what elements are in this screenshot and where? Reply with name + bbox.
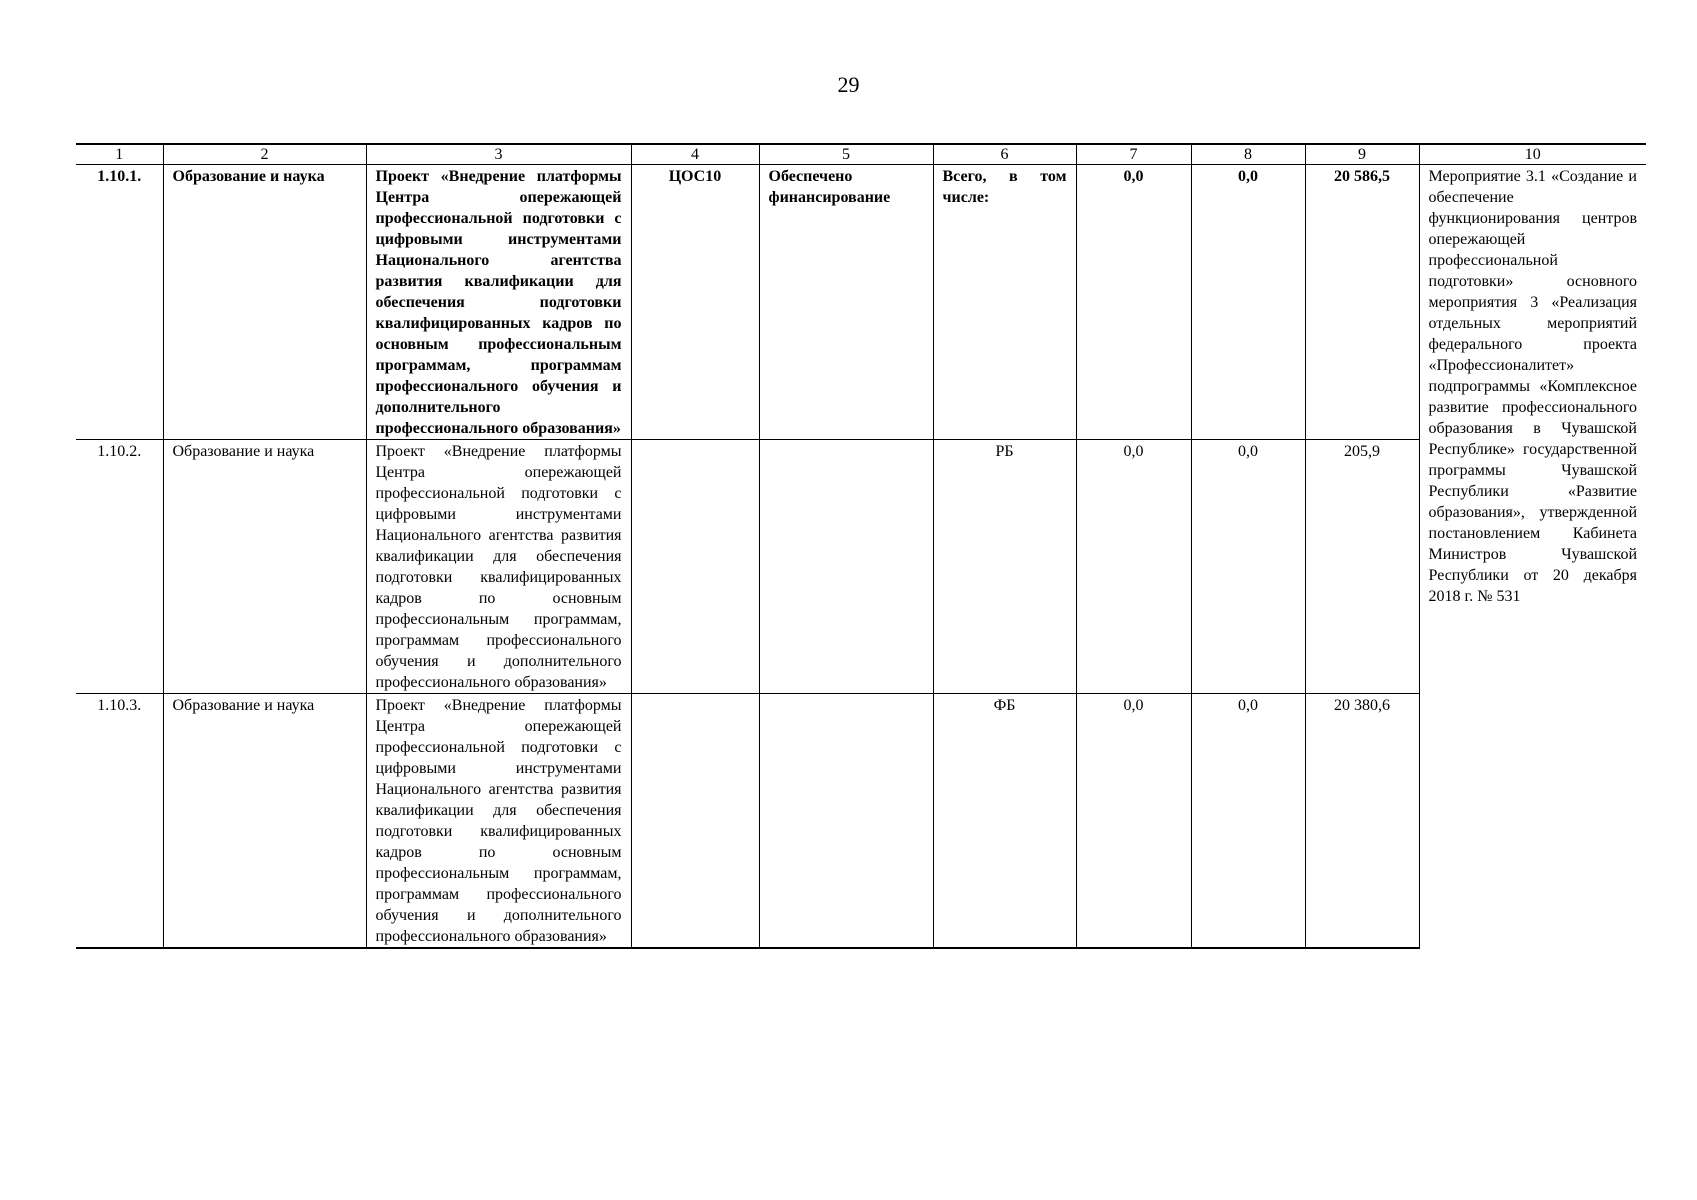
project-cell: Проект «Внедрение платформы Центра опережающей профессиональной подготовки с цифровыми инструментами Национального агентства развития квалификации для обеспечения подготовки квалифицированных кадров по основным профессиональным программам, программам профессионального обучения и дополнительного профессионального образования»: [366, 165, 631, 440]
status-cell: [759, 694, 933, 949]
code-cell: [631, 694, 759, 949]
column-header: 5: [759, 144, 933, 165]
table-row: [76, 165, 1646, 440]
column-header: 7: [1076, 144, 1191, 165]
column-header: 6: [933, 144, 1076, 165]
value-col9-cell: 205,9: [1305, 440, 1419, 694]
value-col9-cell: 20 586,5: [1305, 165, 1419, 440]
program-table: [76, 143, 1646, 949]
page-number: 29: [837, 72, 860, 97]
column-header: 9: [1305, 144, 1419, 165]
table-row: [76, 440, 1646, 694]
value-col7-cell: 0,0: [1076, 440, 1191, 694]
row-number: 1.10.1.: [76, 165, 163, 440]
value-col7-cell: 0,0: [1076, 694, 1191, 949]
row-number: 1.10.2.: [76, 440, 163, 694]
status-cell: Обеспечено финансирование: [759, 165, 933, 440]
column-header: 4: [631, 144, 759, 165]
sphere-cell: Образование и наука: [163, 694, 366, 949]
row-number: 1.10.3.: [76, 694, 163, 949]
value-col8-cell: 0,0: [1191, 694, 1305, 949]
column-header: 2: [163, 144, 366, 165]
value-col9-cell: 20 380,6: [1305, 694, 1419, 949]
status-cell: [759, 440, 933, 694]
funding-source-cell: РБ: [933, 440, 1076, 694]
funding-source-cell: ФБ: [933, 694, 1076, 949]
value-col8-cell: 0,0: [1191, 165, 1305, 440]
column-number-row: [76, 144, 1646, 165]
column-header: 3: [366, 144, 631, 165]
project-cell: Проект «Внедрение платформы Центра опережающей профессиональной подготовки с цифровыми инструментами Национального агентства развития квалификации для обеспечения подготовки квалифицированных кадров по основным профессиональным программам, программам профессионального обучения и дополнительного профессионального образования»: [366, 694, 631, 949]
sphere-cell: Образование и наука: [163, 165, 366, 440]
sphere-cell: Образование и наука: [163, 440, 366, 694]
column-header: 8: [1191, 144, 1305, 165]
column-header: 10: [1419, 144, 1646, 165]
column-header: 1: [76, 144, 163, 165]
table-row: [76, 694, 1646, 949]
project-cell: Проект «Внедрение платформы Центра опережающей профессиональной подготовки с цифровыми инструментами Национального агентства развития квалификации для обеспечения подготовки квалифицированных кадров по основным профессиональным программам, программам профессионального обучения и дополнительного профессионального образования»: [366, 440, 631, 694]
note-cell: Мероприятие 3.1 «Создание и обеспечение функционирования центров опережающей профессиональной подготовки» основного мероприятия 3 «Реализация отдельных мероприятий федерального проекта «Профессионалитет» подпрограммы «Комплексное развитие профессионального образования в Чувашской Республике» государственной программы Чувашской Республики «Развитие образования», утвержденной постановлением Кабинета Министров Чувашской Республики от 20 декабря 2018 г. № 531: [1419, 165, 1646, 949]
value-col7-cell: 0,0: [1076, 165, 1191, 440]
funding-source-cell: Всего, в том числе:: [933, 165, 1076, 440]
code-cell: [631, 440, 759, 694]
value-col8-cell: 0,0: [1191, 440, 1305, 694]
code-cell: ЦОС10: [631, 165, 759, 440]
